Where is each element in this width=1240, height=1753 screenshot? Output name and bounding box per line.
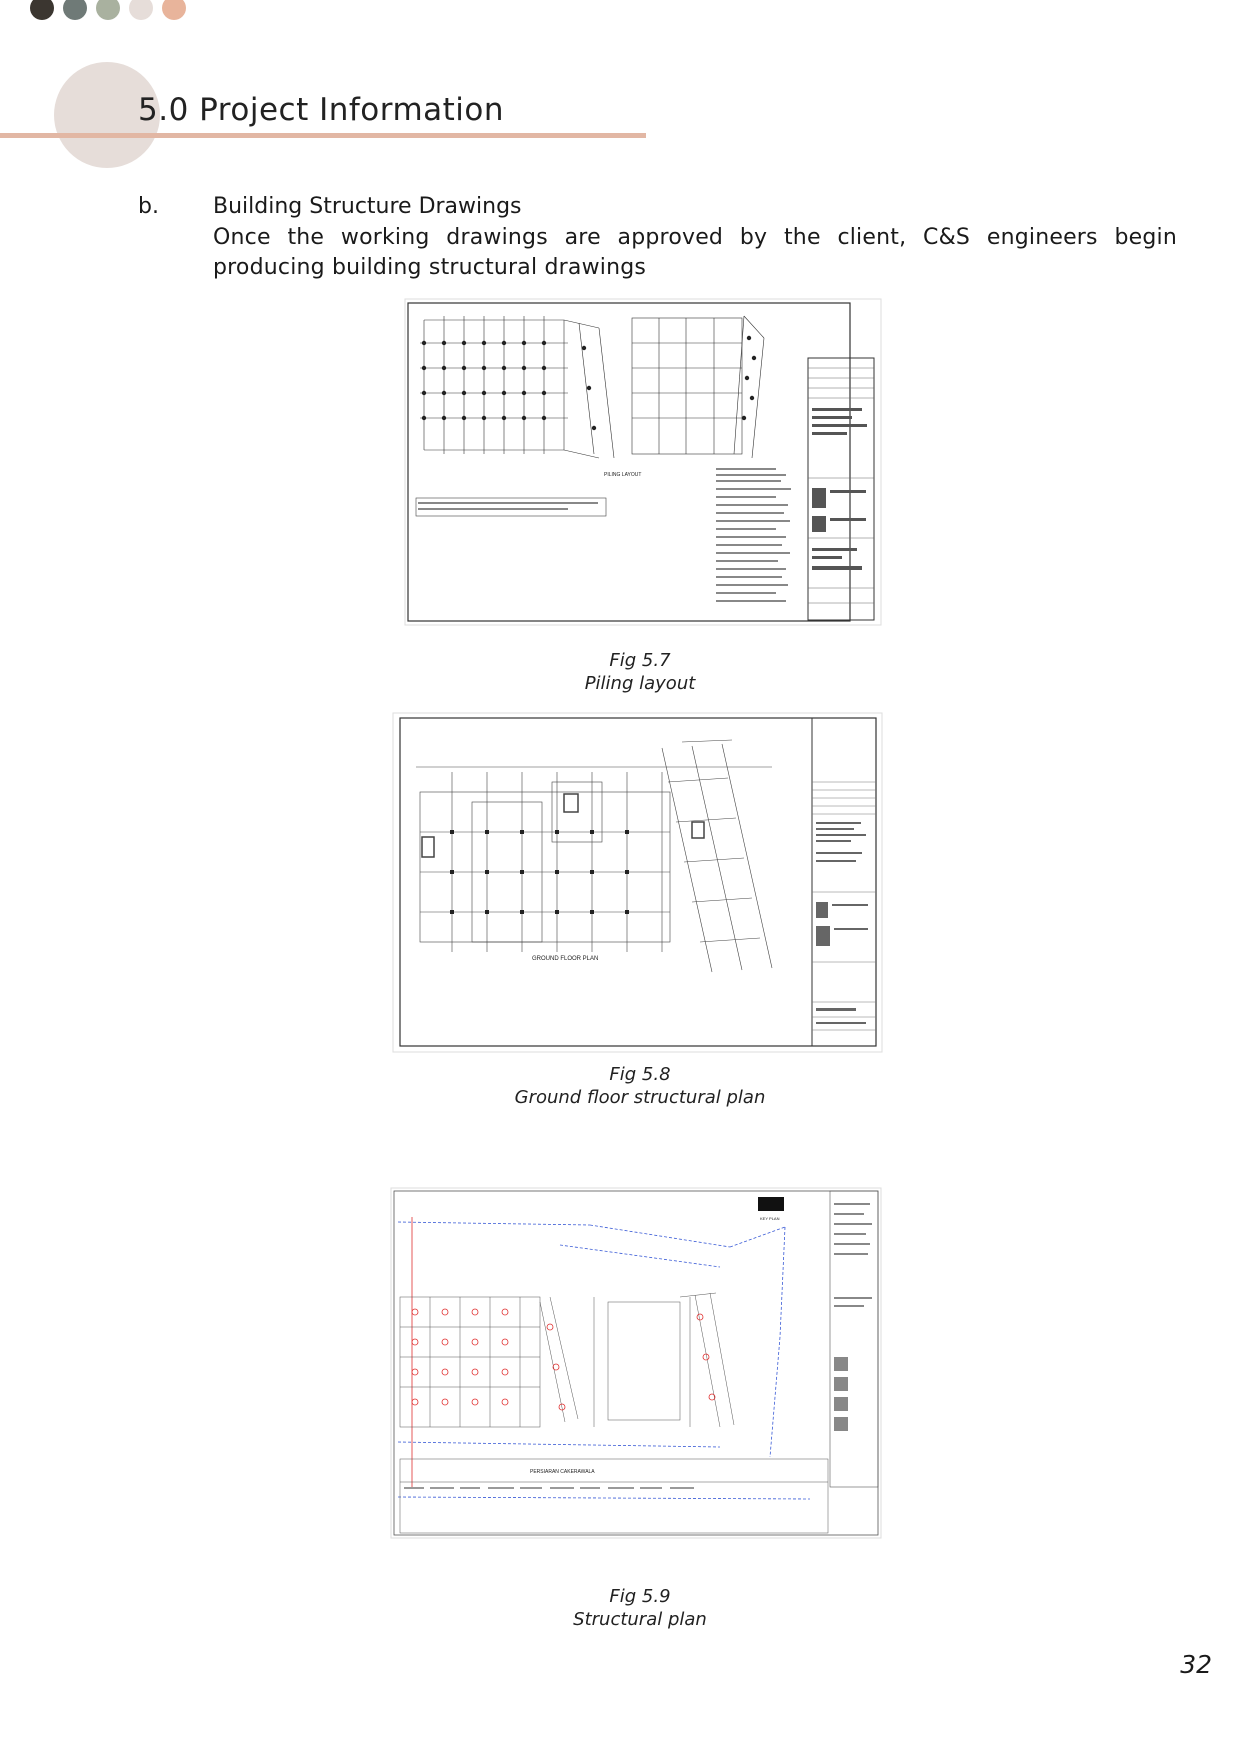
palette-swatch-5 <box>162 0 186 20</box>
palette-swatch-2 <box>63 0 87 20</box>
structural-plan-drawing <box>390 1187 882 1539</box>
figure-caption: Ground floor structural plan <box>514 1087 766 1108</box>
list-marker: b. <box>138 194 159 219</box>
figure-caption: Piling layout <box>584 673 696 694</box>
ground-floor-plan-drawing <box>392 712 883 1053</box>
piling-layout-drawing <box>404 298 882 626</box>
palette-swatch-1 <box>30 0 54 20</box>
figure-number: Fig 5.8 <box>609 1064 671 1085</box>
key-plan-label: KEY PLAN <box>760 1216 780 1221</box>
palette-swatch-4 <box>129 0 153 20</box>
piling-drawing-label: PILING LAYOUT <box>604 472 642 478</box>
figure-number: Fig 5.7 <box>609 650 671 671</box>
page-number: 32 <box>1180 1650 1212 1679</box>
title-underline <box>0 133 646 138</box>
body-paragraph: Once the working drawings are approved by the client, C&S engineers begin producing building structural drawings <box>213 225 1177 280</box>
page-title: 5.0 Project Information <box>138 92 505 128</box>
section-heading: Building Structure Drawings <box>213 194 522 219</box>
street-label: PERSIARAN CAKERAWALA <box>530 1469 595 1475</box>
ground-floor-drawing-label: GROUND FLOOR PLAN <box>532 956 599 962</box>
figure-caption: Structural plan <box>573 1609 707 1630</box>
figure-number: Fig 5.9 <box>609 1586 671 1607</box>
palette-swatch-3 <box>96 0 120 20</box>
